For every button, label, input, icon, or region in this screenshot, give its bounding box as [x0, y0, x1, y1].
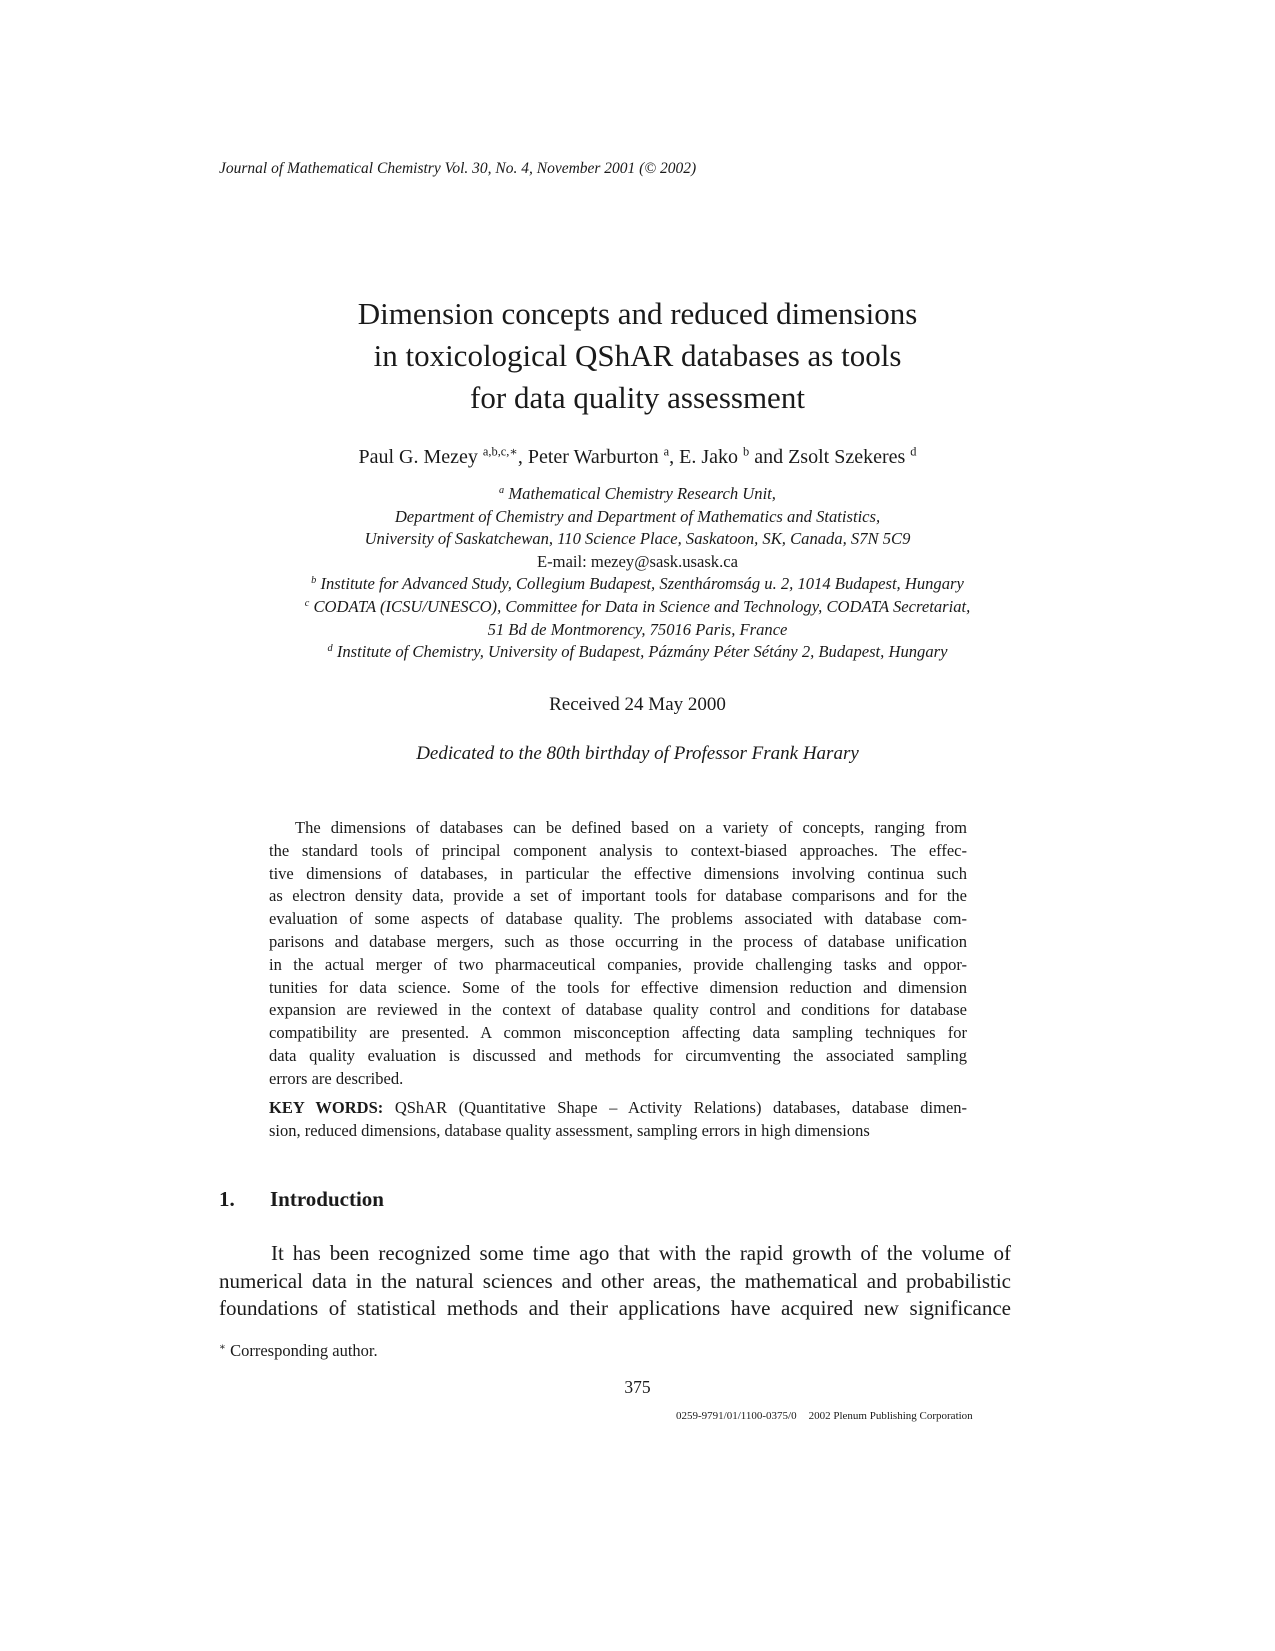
- affiliation-a-text: Mathematical Chemistry Research Unit,: [508, 484, 776, 503]
- abstract-line: tunities for data science. Some of the tools for effective dimension reduction and dimension: [269, 977, 967, 997]
- affiliation-a-line-3: University of Saskatchewan, 110 Science Place, Saskatoon, SK, Canada, S7N 5C9: [364, 529, 911, 549]
- copyright-publisher: 2002 Plenum Publishing Corporation: [808, 1410, 973, 1422]
- introduction-paragraph: [219, 1240, 1011, 1323]
- section-title: Introduction: [270, 1187, 384, 1211]
- intro-line: numerical data in the natural sciences and other areas, the mathematical and probabilistic: [219, 1268, 1011, 1293]
- footnote-mark: ∗: [219, 1341, 226, 1353]
- copyright-line: [676, 1410, 973, 1422]
- abstract-line: tive dimensions of databases, in particular the effective dimensions involving continua such: [269, 863, 967, 883]
- abstract-line: errors are described.: [269, 1068, 404, 1088]
- keywords-line-1: [269, 1097, 967, 1120]
- title-line-2: in toxicological QShAR databases as tools: [373, 338, 902, 373]
- abstract-line: as electron density data, provide a set of important tools for database comparisons and for the: [269, 886, 967, 906]
- page-number: 375: [624, 1377, 651, 1397]
- title-line-1: Dimension concepts and reduced dimensions: [357, 296, 918, 331]
- abstract-line: parisons and database mergers, such as those occurring in the process of database unification: [269, 931, 967, 951]
- affiliation-b-mark: b: [311, 575, 317, 587]
- dedication: Dedicated to the 80th birthday of Professor Frank Harary: [416, 743, 859, 764]
- affiliation-d-mark: d: [327, 642, 333, 654]
- abstract-line: compatibility are presented. A common misconception affecting data sampling techniques for: [269, 1023, 967, 1043]
- author-2-affiliation-marks: a: [663, 444, 670, 459]
- received-date: Received 24 May 2000: [549, 694, 726, 715]
- affiliation-b-text: Institute for Advanced Study, Collegium Budapest, Szentháromság u. 2, 1014 Budapest, Hungary: [320, 574, 964, 594]
- affiliations: [0, 483, 1275, 664]
- author-list: [0, 446, 1275, 469]
- abstract-line: The dimensions of databases can be defined based on a variety of concepts, ranging from: [295, 818, 967, 837]
- author-email: E-mail: mezey@sask.usask.ca: [537, 551, 738, 571]
- affiliation-c-line-1: [0, 596, 1275, 619]
- author-1: Paul G. Mezey: [358, 446, 478, 468]
- affiliation-a-line-1: [0, 483, 1275, 506]
- section-heading: [219, 1187, 384, 1212]
- abstract-line: evaluation of some aspects of database quality. The problems associated with database com-: [269, 909, 967, 929]
- abstract-line: the standard tools of principal component analysis to context-biased approaches. The effec-: [269, 840, 967, 860]
- affiliation-d-text: Institute of Chemistry, University of Budapest, Pázmány Péter Sétány 2, Budapest, Hungary: [336, 642, 948, 662]
- paper-title: [0, 293, 1275, 419]
- affiliation-a-mark: a: [499, 484, 505, 496]
- abstract-line: in the actual merger of two pharmaceutical companies, provide challenging tasks and oppor-: [269, 954, 967, 974]
- title-line-3: for data quality assessment: [470, 380, 805, 415]
- affiliation-a-line-2: Department of Chemistry and Department of Mathematics and Statistics,: [394, 506, 881, 526]
- abstract: [269, 817, 967, 1091]
- author-3-affiliation-marks: b: [743, 444, 750, 459]
- section-number: 1.: [219, 1187, 235, 1211]
- affiliation-c-text: CODATA (ICSU/UNESCO), Committee for Data in Science and Technology, CODATA Secretariat,: [313, 596, 971, 616]
- abstract-line: data quality evaluation is discussed and methods for circumventing the associated sampling: [269, 1045, 967, 1065]
- author-2: , Peter Warburton: [517, 446, 659, 468]
- intro-line: It has been recognized some time ago that with the rapid growth of the volume of: [271, 1241, 1011, 1265]
- footnote: [219, 1341, 378, 1361]
- abstract-line: expansion are reviewed in the context of database quality control and conditions for database: [269, 1000, 967, 1020]
- keywords: [269, 1097, 967, 1143]
- author-1-affiliation-marks: a,b,c,∗: [482, 444, 518, 459]
- author-4-affiliation-marks: d: [910, 444, 917, 459]
- affiliation-b: [0, 573, 1275, 596]
- affiliation-d: [0, 641, 1275, 664]
- keywords-line-2: sion, reduced dimensions, database quality assessment, sampling errors in high dimensions: [269, 1120, 870, 1140]
- journal-citation: Journal of Mathematical Chemistry Vol. 30, No. 4, November 2001 (© 2002): [219, 160, 697, 177]
- intro-line: foundations of statistical methods and their applications have acquired new significance: [219, 1296, 1011, 1320]
- keywords-label: KEY WORDS:: [269, 1098, 384, 1117]
- affiliation-c-mark: c: [304, 597, 310, 609]
- author-3: , E. Jako: [669, 446, 738, 468]
- keywords-text: QShAR (Quantitative Shape – Activity Relations) databases, database dimen-: [394, 1098, 968, 1117]
- copyright-code: 0259-9791/01/1100-0375/0: [676, 1410, 797, 1422]
- footnote-text: Corresponding author.: [230, 1341, 378, 1360]
- author-4: and Zsolt Szekeres: [749, 446, 906, 468]
- affiliation-c-line-2: 51 Bd de Montmorency, 75016 Paris, France: [487, 619, 788, 639]
